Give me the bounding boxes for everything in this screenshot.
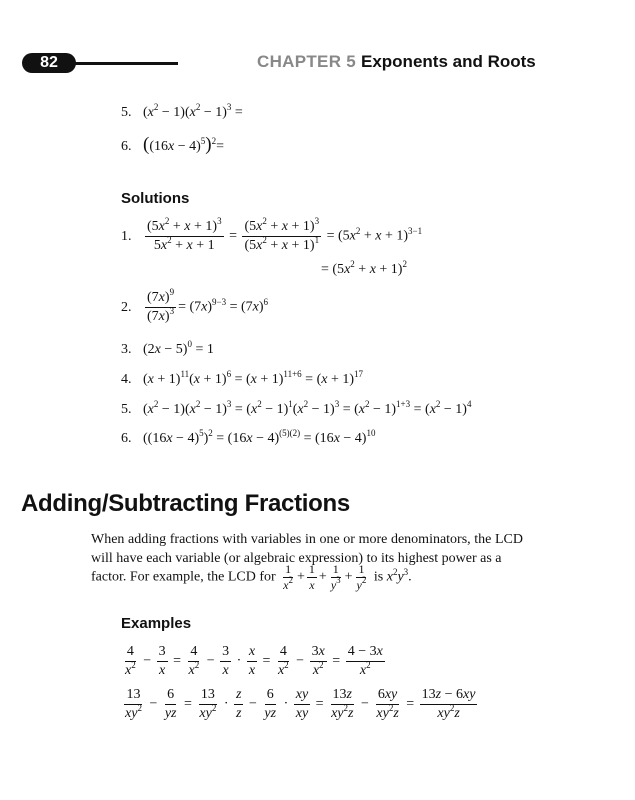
fraction: $\frac{(5x^2 + x + 1)^3}{(5x^2 + x + 1)^1}$ xyxy=(244,216,320,253)
fraction: $\frac{4}{x^2}$ xyxy=(188,644,200,678)
solution-4: 4. $(x + 1)^{11}(x + 1)^6 = (x + 1)^{11+6} = (x + 1)^{17}$ xyxy=(121,369,364,387)
fraction: $\frac{6}{yz}$ xyxy=(264,687,277,721)
solution-number: 1. xyxy=(121,228,132,244)
solution-number: 2. xyxy=(121,299,132,315)
solutions-heading: Solutions xyxy=(121,190,190,207)
fraction: $\frac{x}{x}$ xyxy=(248,644,256,678)
fraction: $\frac{3}{x}$ xyxy=(158,644,166,678)
intro-tail-suffix: is xyxy=(373,569,384,585)
fraction: $\frac{(5x^2 + x + 1)^3}{5x^2 + x + 1}$ xyxy=(147,216,222,253)
fraction: $\frac{1}{x}$ xyxy=(308,562,315,592)
fraction: $\frac{6}{yz}$ xyxy=(164,687,177,721)
fraction: $\frac{13z - 6xy}{xy^2z}$ xyxy=(421,687,476,721)
exercise-number: 6. xyxy=(121,139,132,154)
solution-number: 5. xyxy=(121,402,132,417)
intro-paragraph-tail: factor. For example, the LCD for $\frac{1}{x^2}$ + $\frac{1}{x}$ + $\frac{1}{y^3}$ + $\frac{1}{y^2}$ is $x^2y^3$. xyxy=(91,562,412,592)
chapter-title: Exponents and Roots xyxy=(361,52,536,71)
fraction: $\frac{1}{y^3}$ xyxy=(330,562,341,592)
fraction: $\frac{4 - 3x}{x^2}$ xyxy=(347,644,383,678)
section-title: Adding/Subtracting Fractions xyxy=(21,490,350,517)
chapter-label: CHAPTER 5 xyxy=(257,52,357,71)
solution-number: 3. xyxy=(121,342,132,357)
solution-5: 5. $(x^2 - 1)(x^2 - 1)^3 = (x^2 - 1)^1(x^2 - 1)^3 = (x^2 - 1)^{1+3} = (x^2 - 1)^4$ xyxy=(121,399,472,417)
fraction: $\frac{13z}{xy^2z}$ xyxy=(331,687,354,721)
header-rule xyxy=(66,62,178,65)
solution-3: 3. $(2x - 5)^0 = 1$ xyxy=(121,339,214,357)
fraction: $\frac{1}{y^2}$ xyxy=(356,562,367,592)
examples-heading: Examples xyxy=(121,615,192,632)
fraction: $\frac{3}{x}$ xyxy=(222,644,230,678)
fraction: $\frac{xy}{xy}$ xyxy=(295,687,309,721)
solution-number: 4. xyxy=(121,372,132,387)
solution-2: 2. $\frac{(7x)^9}{(7x)^3}$ = $(7x)^{9-3} = (7x)^6$ xyxy=(121,287,269,324)
fraction: $\frac{13}{xy^2}$ xyxy=(125,687,142,721)
fraction: $\frac{6xy}{xy^2z}$ xyxy=(376,687,399,721)
solution-6: 6. $((16x - 4)^5)^2 = (16x - 4)^{(5)(2)} = (16x - 4)^{10}$ xyxy=(121,428,376,446)
fraction: $\frac{(7x)^9}{(7x)^3}$ xyxy=(147,287,175,324)
exercise-6: 6. $((16x - 4)^5)^2=$ xyxy=(121,134,225,155)
fraction: $\frac{4}{x^2}$ xyxy=(125,644,136,678)
exercise-5: 5. $(x^2 - 1)(x^2 - 1)^3$ = xyxy=(121,102,243,120)
solution-1: 1. $\frac{(5x^2 + x + 1)^3}{5x^2 + x + 1}$ = $\frac{(5x^2 + x + 1)^3}{(5x^2 + x + 1)^1}$ = $(5x^2 + x + 1)^{3-1}$ xyxy=(121,216,423,253)
fraction: $\frac{1}{x^2}$ xyxy=(283,562,293,592)
fraction: $\frac{3x}{x^2}$ xyxy=(311,644,325,678)
solution-1-result: = $(5x^2 + x + 1)^2$ xyxy=(321,259,407,277)
intro-tail-prefix: factor. For example, the LCD for xyxy=(91,569,276,585)
fraction: $\frac{z}{z}$ xyxy=(236,687,242,721)
fraction: $\frac{4}{x^2}$ xyxy=(277,644,289,678)
example-2: $\frac{13}{xy^2}$ − $\frac{6}{yz}$ = $\frac{13}{xy^2}$ · $\frac{z}{z}$ − $\frac{6}{yz}$ · $\frac{xy}{xy}$ = $\frac{13z}{xy^2z}$ − $\frac{6xy}{xy^2z}$ = $\frac{13z - 6xy}{xy^2z}$ xyxy=(125,687,476,721)
example-1: $\frac{4}{x^2}$ − $\frac{3}{x}$ = $\frac{4}{x^2}$ − $\frac{3}{x}$ · $\frac{x}{x}$ = $\frac{4}{x^2}$ − $\frac{3x}{x^2}$ = $\frac{4 - 3x}{x^2}$ xyxy=(125,644,383,678)
exercise-number: 5. xyxy=(121,105,132,120)
intro-paragraph: When adding fractions with variables in one or more denominators, the LCD will have each variable (or algebraic expression) to its highest power as a xyxy=(91,532,523,566)
page-number: 82 xyxy=(40,54,58,71)
solution-number: 6. xyxy=(121,431,132,446)
fraction: $\frac{13}{xy^2}$ xyxy=(199,687,217,721)
